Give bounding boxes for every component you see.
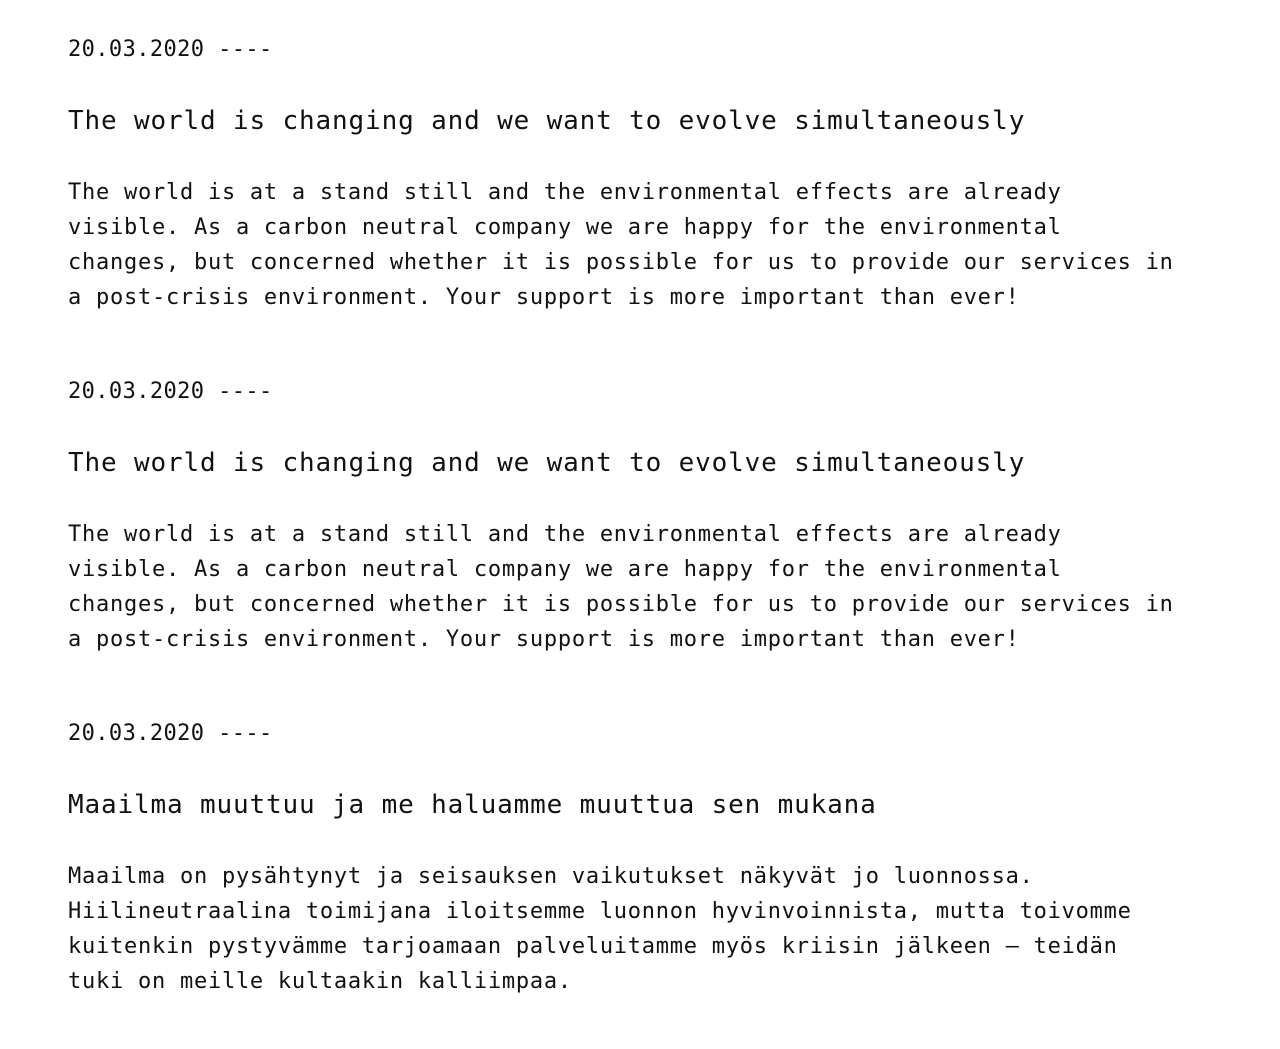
post-body-line: visible. As a carbon neutral company we are happy for the environmental bbox=[68, 215, 1062, 240]
post-body-line: a post-crisis environment. Your support is more important than ever! bbox=[68, 285, 1020, 310]
post-body-line: visible. As a carbon neutral company we are happy for the environmental bbox=[68, 557, 1062, 582]
post-date: 20.03.2020 ---- bbox=[68, 37, 273, 62]
post-body-line: tuki on meille kultaakin kalliimpaa. bbox=[68, 969, 572, 994]
post-body bbox=[68, 859, 1258, 999]
post-body-line: The world is at a stand still and the environmental effects are already bbox=[68, 180, 1062, 205]
post-title: Maailma muuttuu ja me haluamme muuttua sen mukana bbox=[68, 790, 877, 820]
post-body-line: Hiilineutraalina toimijana iloitsemme luonnon hyvinvoinnista, mutta toivomme bbox=[68, 899, 1132, 924]
post-date: 20.03.2020 ---- bbox=[68, 721, 273, 746]
post-body bbox=[68, 175, 1258, 315]
post-body-line: changes, but concerned whether it is possible for us to provide our services in bbox=[68, 250, 1174, 275]
post-date: 20.03.2020 ---- bbox=[68, 379, 273, 404]
news-post bbox=[68, 717, 1258, 999]
post-body-line: The world is at a stand still and the environmental effects are already bbox=[68, 522, 1062, 547]
post-title: The world is changing and we want to evolve simultaneously bbox=[68, 448, 1026, 478]
post-title: The world is changing and we want to evolve simultaneously bbox=[68, 106, 1026, 136]
news-post bbox=[68, 33, 1258, 315]
post-body-line: kuitenkin pystyvämme tarjoamaan palveluitamme myös kriisin jälkeen — teidän bbox=[68, 934, 1118, 959]
post-body-line: Maailma on pysähtynyt ja seisauksen vaikutukset näkyvät jo luonnossa. bbox=[68, 864, 1034, 889]
post-body-line: changes, but concerned whether it is possible for us to provide our services in bbox=[68, 592, 1174, 617]
news-post bbox=[68, 375, 1258, 657]
post-body bbox=[68, 517, 1258, 657]
post-body-line: a post-crisis environment. Your support is more important than ever! bbox=[68, 627, 1020, 652]
